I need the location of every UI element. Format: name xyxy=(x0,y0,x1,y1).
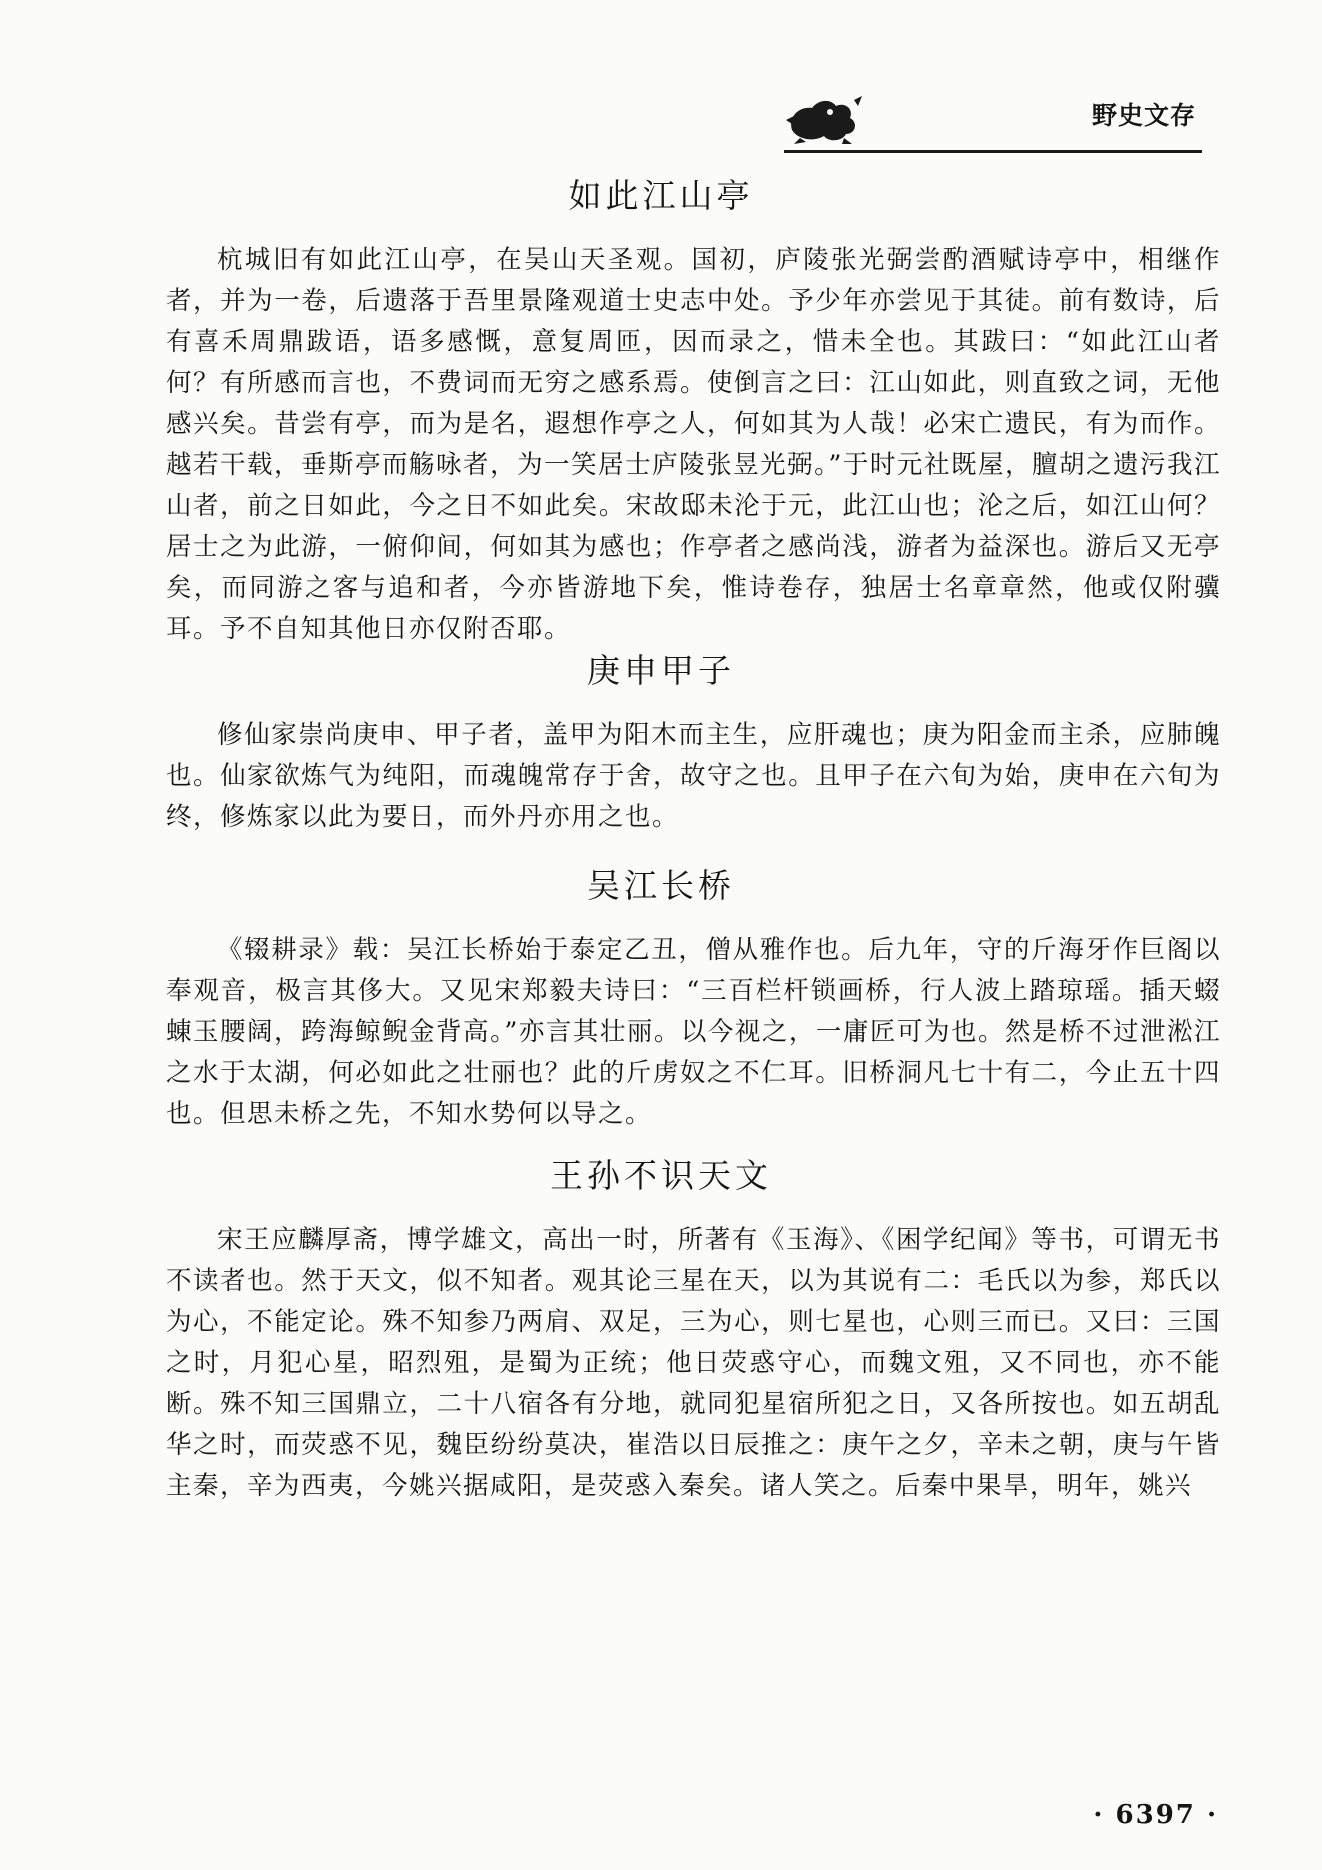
header-rule xyxy=(784,150,1202,153)
paragraph: 修仙家崇尚庚申、甲子者，盖甲为阳木而主生，应肝魂也；庚为阳金而主杀，应肺魄也。仙家欲炼气为纯阳，而魂魄常存于舍，故守之也。且甲子在六旬为始，庚申在六旬为终，修炼家以此为要日，而外丹亦用之也。 xyxy=(166,720,1221,832)
section-body-4 xyxy=(166,1220,1221,1507)
section-title-4: 王孙不识天文 xyxy=(550,1156,772,1195)
section-body-2 xyxy=(166,715,1221,838)
paragraph: 《辍耕录》载：吴江长桥始于泰定乙丑，僧从雅作也。后九年，守的斤海牙作巨阁以奉观音，极言其侈大。又见宋郑毅夫诗曰：“三百栏杆锁画桥，行人波上踏琼瑶。插天蝃蝀玉腰阔，跨海鲸鲵金背高。”亦言其壮丽。以今视之，一庸匠可为也。然是桥不过泄淞江之水于太湖，何必如此之壮丽也？此的斤虏奴之不仁耳。旧桥洞凡七十有二，今止五十四也。但思未桥之先，不知水势何以导之。 xyxy=(166,935,1221,1129)
dragon-emblem-icon xyxy=(784,90,864,146)
section-title-3: 吴江长桥 xyxy=(587,866,735,905)
section-body-1 xyxy=(166,240,1221,650)
running-header xyxy=(784,70,1202,160)
page-number: · 6397 · xyxy=(1093,1800,1218,1830)
paragraph: 宋王应麟厚斋，博学雄文，高出一时，所著有《玉海》、《困学纪闻》等书，可谓无书不读者也。然于天文，似不知者。观其论三星在天，以为其说有二：毛氏以为参，郑氏以为心，不能定论。殊不知参乃两肩、双足，三为心，则七星也，心则三而已。又曰：三国之时，月犯心星，昭烈殂，是蜀为正统；他日荧惑守心，而魏文殂，又不同也，亦不能断。殊不知三国鼎立，二十八宿各有分地，就同犯星宿所犯之日，又各所按也。如五胡乱华之时，而荧惑不见，魏臣纷纷莫决，崔浩以日辰推之：庚午之夕，辛未之朝，庚与午皆主秦，辛为西夷，今姚兴据咸阳，是荧惑入秦矣。诸人笑之。后秦中果旱，明年，姚兴 xyxy=(166,1225,1221,1501)
section-title-2: 庚申甲子 xyxy=(587,651,735,690)
section-title-1: 如此江山亭 xyxy=(568,176,754,215)
running-title: 野史文存 xyxy=(1091,101,1196,130)
section-body-3 xyxy=(166,930,1221,1135)
paragraph: 杭城旧有如此江山亭，在吴山天圣观。国初，庐陵张光弼尝酌酒赋诗亭中，相继作者，并为一卷，后遗落于吾里景隆观道士史志中处。予少年亦尝见于其徒。前有数诗，后有喜禾周鼎跋语，语多感慨，意复周匝，因而录之，惜未全也。其跋曰：“如此江山者何？有所感而言也，不费词而无穷之感系焉。使倒言之曰：江山如此，则直致之词，无他感兴矣。昔尝有亭，而为是名，遐想作亭之人，何如其为人哉！必宋亡遗民，有为而作。越若干载，垂斯亭而觞咏者，为一笑居士庐陵张昱光弼。”于时元社既屋，膻胡之遗污我江山者，前之日如此，今之日不如此矣。宋故邸未沦于元，此江山也；沦之后，如江山何？居士之为此游，一俯仰间，何如其为感也；作亭者之感尚浅，游者为益深也。游后又无亭矣，而同游之客与追和者，今亦皆游地下矣，惟诗卷存，独居士名章章然，他或仅附骥耳。予不自知其他日亦仅附否耶。 xyxy=(166,245,1221,644)
